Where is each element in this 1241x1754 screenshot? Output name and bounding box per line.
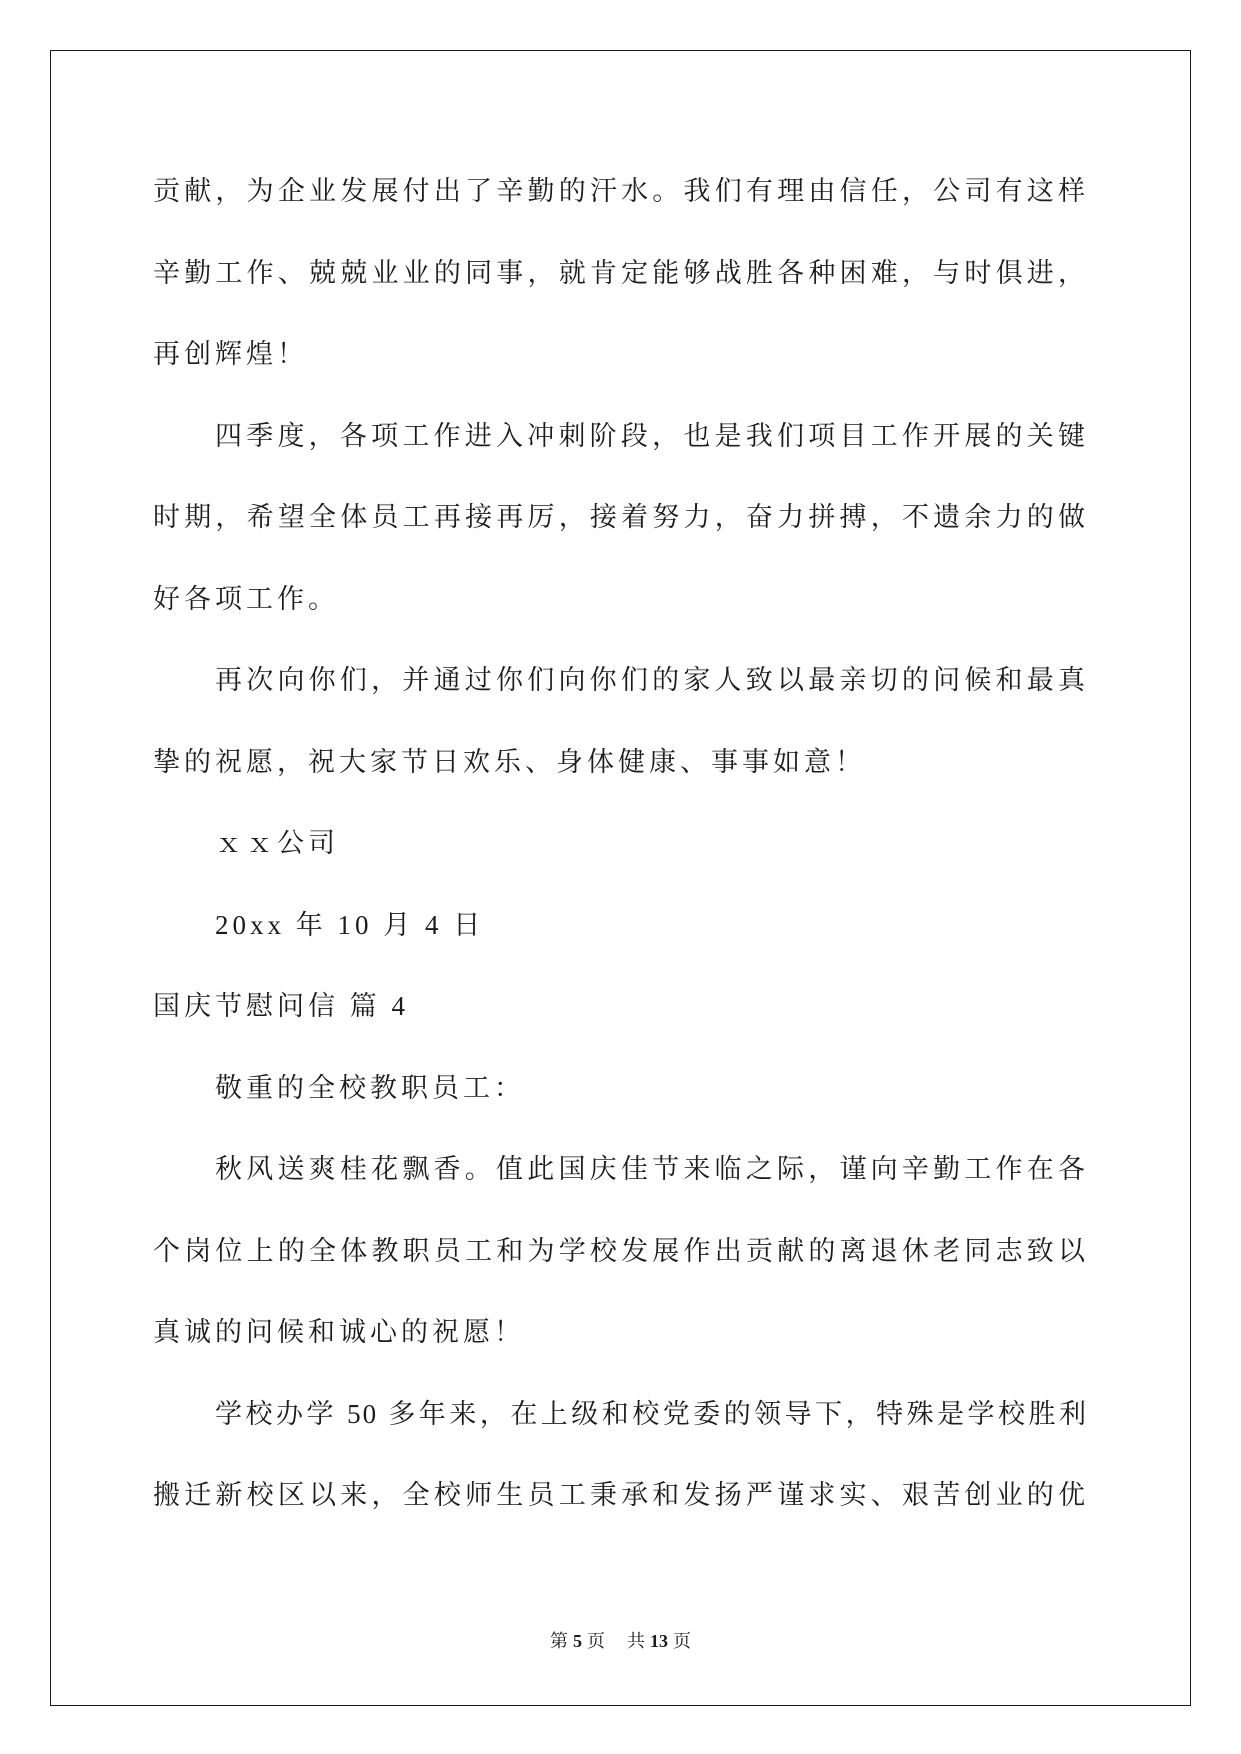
paragraph (153, 1129, 1088, 1374)
page-label: 第 (550, 1631, 568, 1651)
page-footer (0, 1628, 1241, 1654)
total-pages-number: 13 (650, 1631, 668, 1651)
paragraph-line: 搬迁新校区以来，全校师生员工秉承和发扬严谨求实、艰苦创业的优 (153, 1480, 1088, 1510)
page-unit-label: 页 (587, 1631, 605, 1651)
paragraph-line: 个岗位上的全体教职员工和为学校发展作出贡献的离退休老同志致以 (153, 1235, 1088, 1266)
total-label: 共 (627, 1631, 645, 1651)
body-text (153, 151, 1088, 1537)
paragraph-line: 时期，希望全体员工再接再厉，接着努力，奋力拼搏，不遗余力的做 (153, 502, 1088, 532)
signature: ｘｘ公司 (215, 828, 339, 858)
paragraph (153, 396, 1088, 641)
paragraph-line: 辛勤工作、兢兢业业的同事，就肯定能够战胜各种困难，与时俱进， (153, 257, 1088, 288)
paragraph (153, 151, 1088, 396)
paragraph (153, 640, 1088, 803)
total-unit-label: 页 (673, 1631, 691, 1651)
paragraph-line: 再创辉煌！ (153, 339, 308, 369)
paragraph-line: 贡献，为企业发展付出了辛勤的汗水。我们有理由信任，公司有这样 (153, 176, 1088, 206)
paragraph-line: 挚的祝愿，祝大家节日欢乐、身体健康、事事如意！ (153, 746, 866, 777)
section-title: 国庆节慰问信 篇 4 (153, 991, 409, 1021)
paragraph-line: 再次向你们，并通过你们向你们的家人致以最亲切的问候和最真 (215, 665, 1088, 695)
letter-date: 20xx 年 10 月 4 日 (215, 909, 485, 940)
paragraph-line: 好各项工作。 (153, 583, 339, 614)
paragraph (153, 1374, 1088, 1537)
paragraph-line: 学校办学 50 多年来，在上级和校党委的领导下，特殊是学校胜利 (215, 1398, 1088, 1429)
paragraph-line: 真诚的问候和诚心的祝愿！ (153, 1317, 525, 1347)
paragraph-line: 四季度，各项工作进入冲刺阶段，也是我们项目工作开展的关键 (215, 420, 1088, 451)
current-page-number: 5 (573, 1631, 582, 1651)
salutation: 敬重的全校教职员工： (215, 1072, 525, 1103)
paragraph-line: 秋风送爽桂花飘香。值此国庆佳节来临之际，谨向辛勤工作在各 (215, 1154, 1088, 1184)
